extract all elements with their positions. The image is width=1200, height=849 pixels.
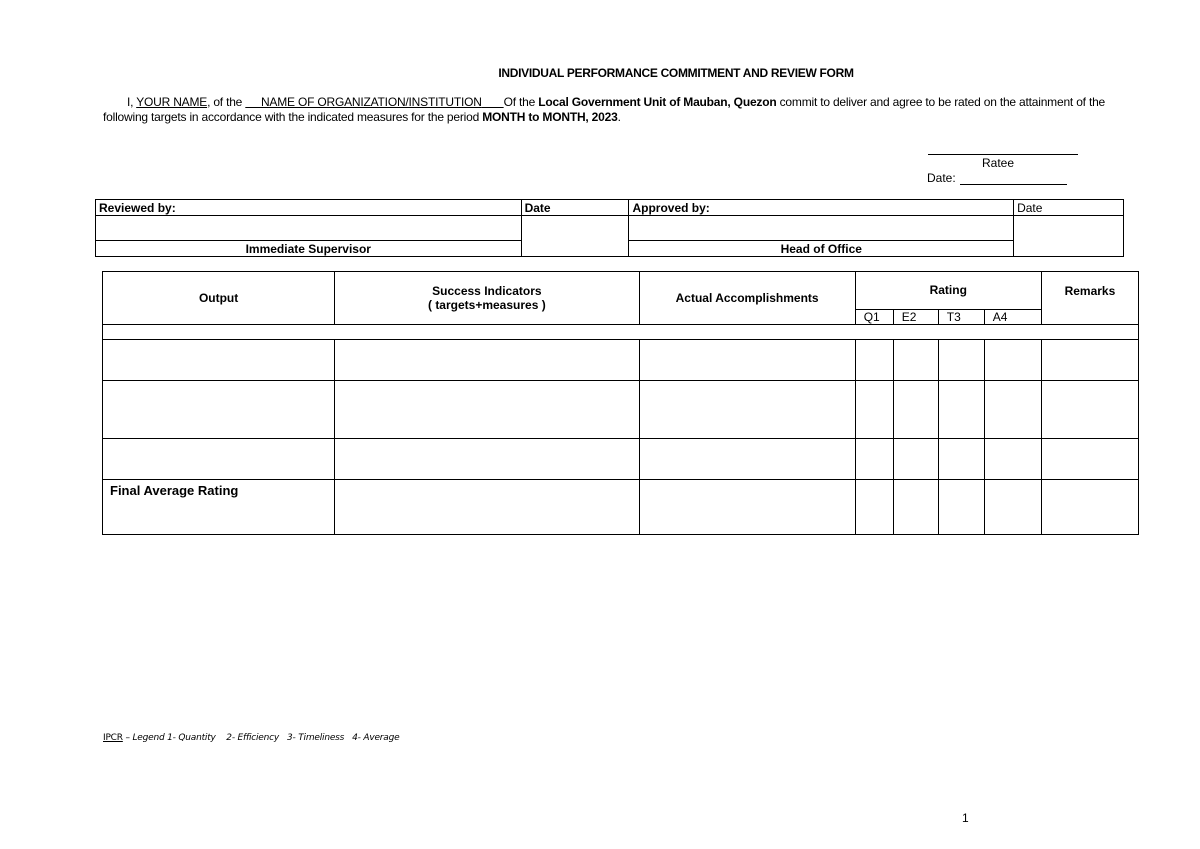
- final-actual-cell[interactable]: [639, 480, 855, 535]
- spacer-row: [103, 325, 1139, 340]
- legend-text: – Legend 1- Quantity 2- Efficiency 3- Timeliness 4- Average: [122, 733, 400, 743]
- success-indicators-subtitle: ( targets+measures ): [427, 298, 546, 312]
- approval-table: [95, 199, 1124, 257]
- e2-cell[interactable]: [893, 439, 938, 480]
- lgu-name: Local Government Unit of Mauban, Quezon: [538, 95, 777, 109]
- success-cell[interactable]: [335, 439, 639, 480]
- rating-e2-header: E2: [893, 309, 938, 324]
- final-t3-cell[interactable]: [938, 480, 984, 535]
- commit-text: commit to deliver and agree to be rated on the attainment of the following targets in accordance with the indicated measures for the period: [103, 95, 1106, 124]
- ratee-label: Ratee: [981, 156, 1015, 170]
- actual-cell[interactable]: [639, 381, 855, 439]
- q1-cell[interactable]: [855, 439, 893, 480]
- output-cell[interactable]: [103, 381, 335, 439]
- spacer-cell: [103, 325, 1139, 340]
- a4-cell[interactable]: [984, 340, 1041, 381]
- actual-cell[interactable]: [639, 439, 855, 480]
- table-row: [103, 381, 1139, 439]
- of-the-text: Of the: [503, 95, 539, 109]
- org-trail-space: [482, 95, 504, 109]
- reviewed-date-cell[interactable]: [521, 216, 629, 257]
- org-name: NAME OF ORGANIZATION/INSTITUTION: [260, 95, 482, 109]
- immediate-supervisor-label: Immediate Supervisor: [96, 241, 522, 257]
- t3-cell[interactable]: [938, 439, 984, 480]
- rating-t3-header: T3: [938, 309, 984, 324]
- output-cell[interactable]: [103, 340, 335, 381]
- a4-cell[interactable]: [984, 439, 1041, 480]
- commit-end: .: [617, 110, 621, 124]
- organization-placeholder: [245, 95, 503, 109]
- approver-signature-cell[interactable]: [629, 216, 1014, 241]
- approved-date-label: Date: [1014, 200, 1124, 216]
- reviewed-by-label: Reviewed by:: [96, 200, 522, 216]
- ratee-date-label: Date:: [927, 171, 956, 185]
- rating-header: Rating: [855, 272, 1041, 310]
- ipcr-label: IPCR: [103, 733, 123, 743]
- table-row: [103, 340, 1139, 381]
- rating-a4-header: A4: [984, 309, 1041, 324]
- final-average-row: [103, 480, 1139, 535]
- final-e2-cell[interactable]: [893, 480, 938, 535]
- remarks-cell[interactable]: [1041, 340, 1138, 381]
- a4-cell[interactable]: [984, 381, 1041, 439]
- period-text: MONTH to MONTH, 2023: [482, 110, 618, 124]
- table-row: [103, 439, 1139, 480]
- performance-table: [102, 271, 1139, 535]
- name-placeholder: YOUR NAME: [136, 95, 208, 109]
- final-success-cell[interactable]: [335, 480, 639, 535]
- approved-by-label: Approved by:: [629, 200, 1014, 216]
- q1-cell[interactable]: [855, 381, 893, 439]
- e2-cell[interactable]: [893, 381, 938, 439]
- page-number: 1: [962, 811, 969, 825]
- success-cell[interactable]: [335, 340, 639, 381]
- ratee-date-line: [960, 184, 1067, 185]
- success-cell[interactable]: [335, 381, 639, 439]
- org-lead-space: [245, 95, 261, 109]
- remarks-cell[interactable]: [1041, 439, 1138, 480]
- success-indicators-header: [335, 272, 639, 325]
- commitment-of-the: , of the: [207, 95, 246, 109]
- commitment-statement: [103, 95, 1143, 125]
- output-cell[interactable]: [103, 439, 335, 480]
- actual-accomplishments-header: Actual Accomplishments: [639, 272, 855, 325]
- q1-cell[interactable]: [855, 340, 893, 381]
- reviewed-date-label: Date: [521, 200, 629, 216]
- t3-cell[interactable]: [938, 340, 984, 381]
- form-title: INDIVIDUAL PERFORMANCE COMMITMENT AND REVIEW FORM: [498, 66, 854, 80]
- remarks-cell[interactable]: [1041, 381, 1138, 439]
- head-of-office-label: Head of Office: [629, 241, 1014, 257]
- final-remarks-cell[interactable]: [1041, 480, 1138, 535]
- reviewer-signature-cell[interactable]: [96, 216, 522, 241]
- commitment-prefix: I,: [127, 95, 137, 109]
- ratee-signature-line: [928, 154, 1078, 155]
- final-q1-cell[interactable]: [855, 480, 893, 535]
- remarks-header: Remarks: [1041, 272, 1138, 325]
- output-header: Output: [103, 272, 335, 325]
- e2-cell[interactable]: [893, 340, 938, 381]
- t3-cell[interactable]: [938, 381, 984, 439]
- rating-q1-header: Q1: [855, 309, 893, 324]
- success-indicators-title: Success Indicators: [432, 284, 542, 298]
- actual-cell[interactable]: [639, 340, 855, 381]
- ipcr-legend: [103, 733, 399, 743]
- approved-date-cell[interactable]: [1014, 216, 1124, 257]
- final-a4-cell[interactable]: [984, 480, 1041, 535]
- final-average-label: Final Average Rating: [103, 480, 335, 535]
